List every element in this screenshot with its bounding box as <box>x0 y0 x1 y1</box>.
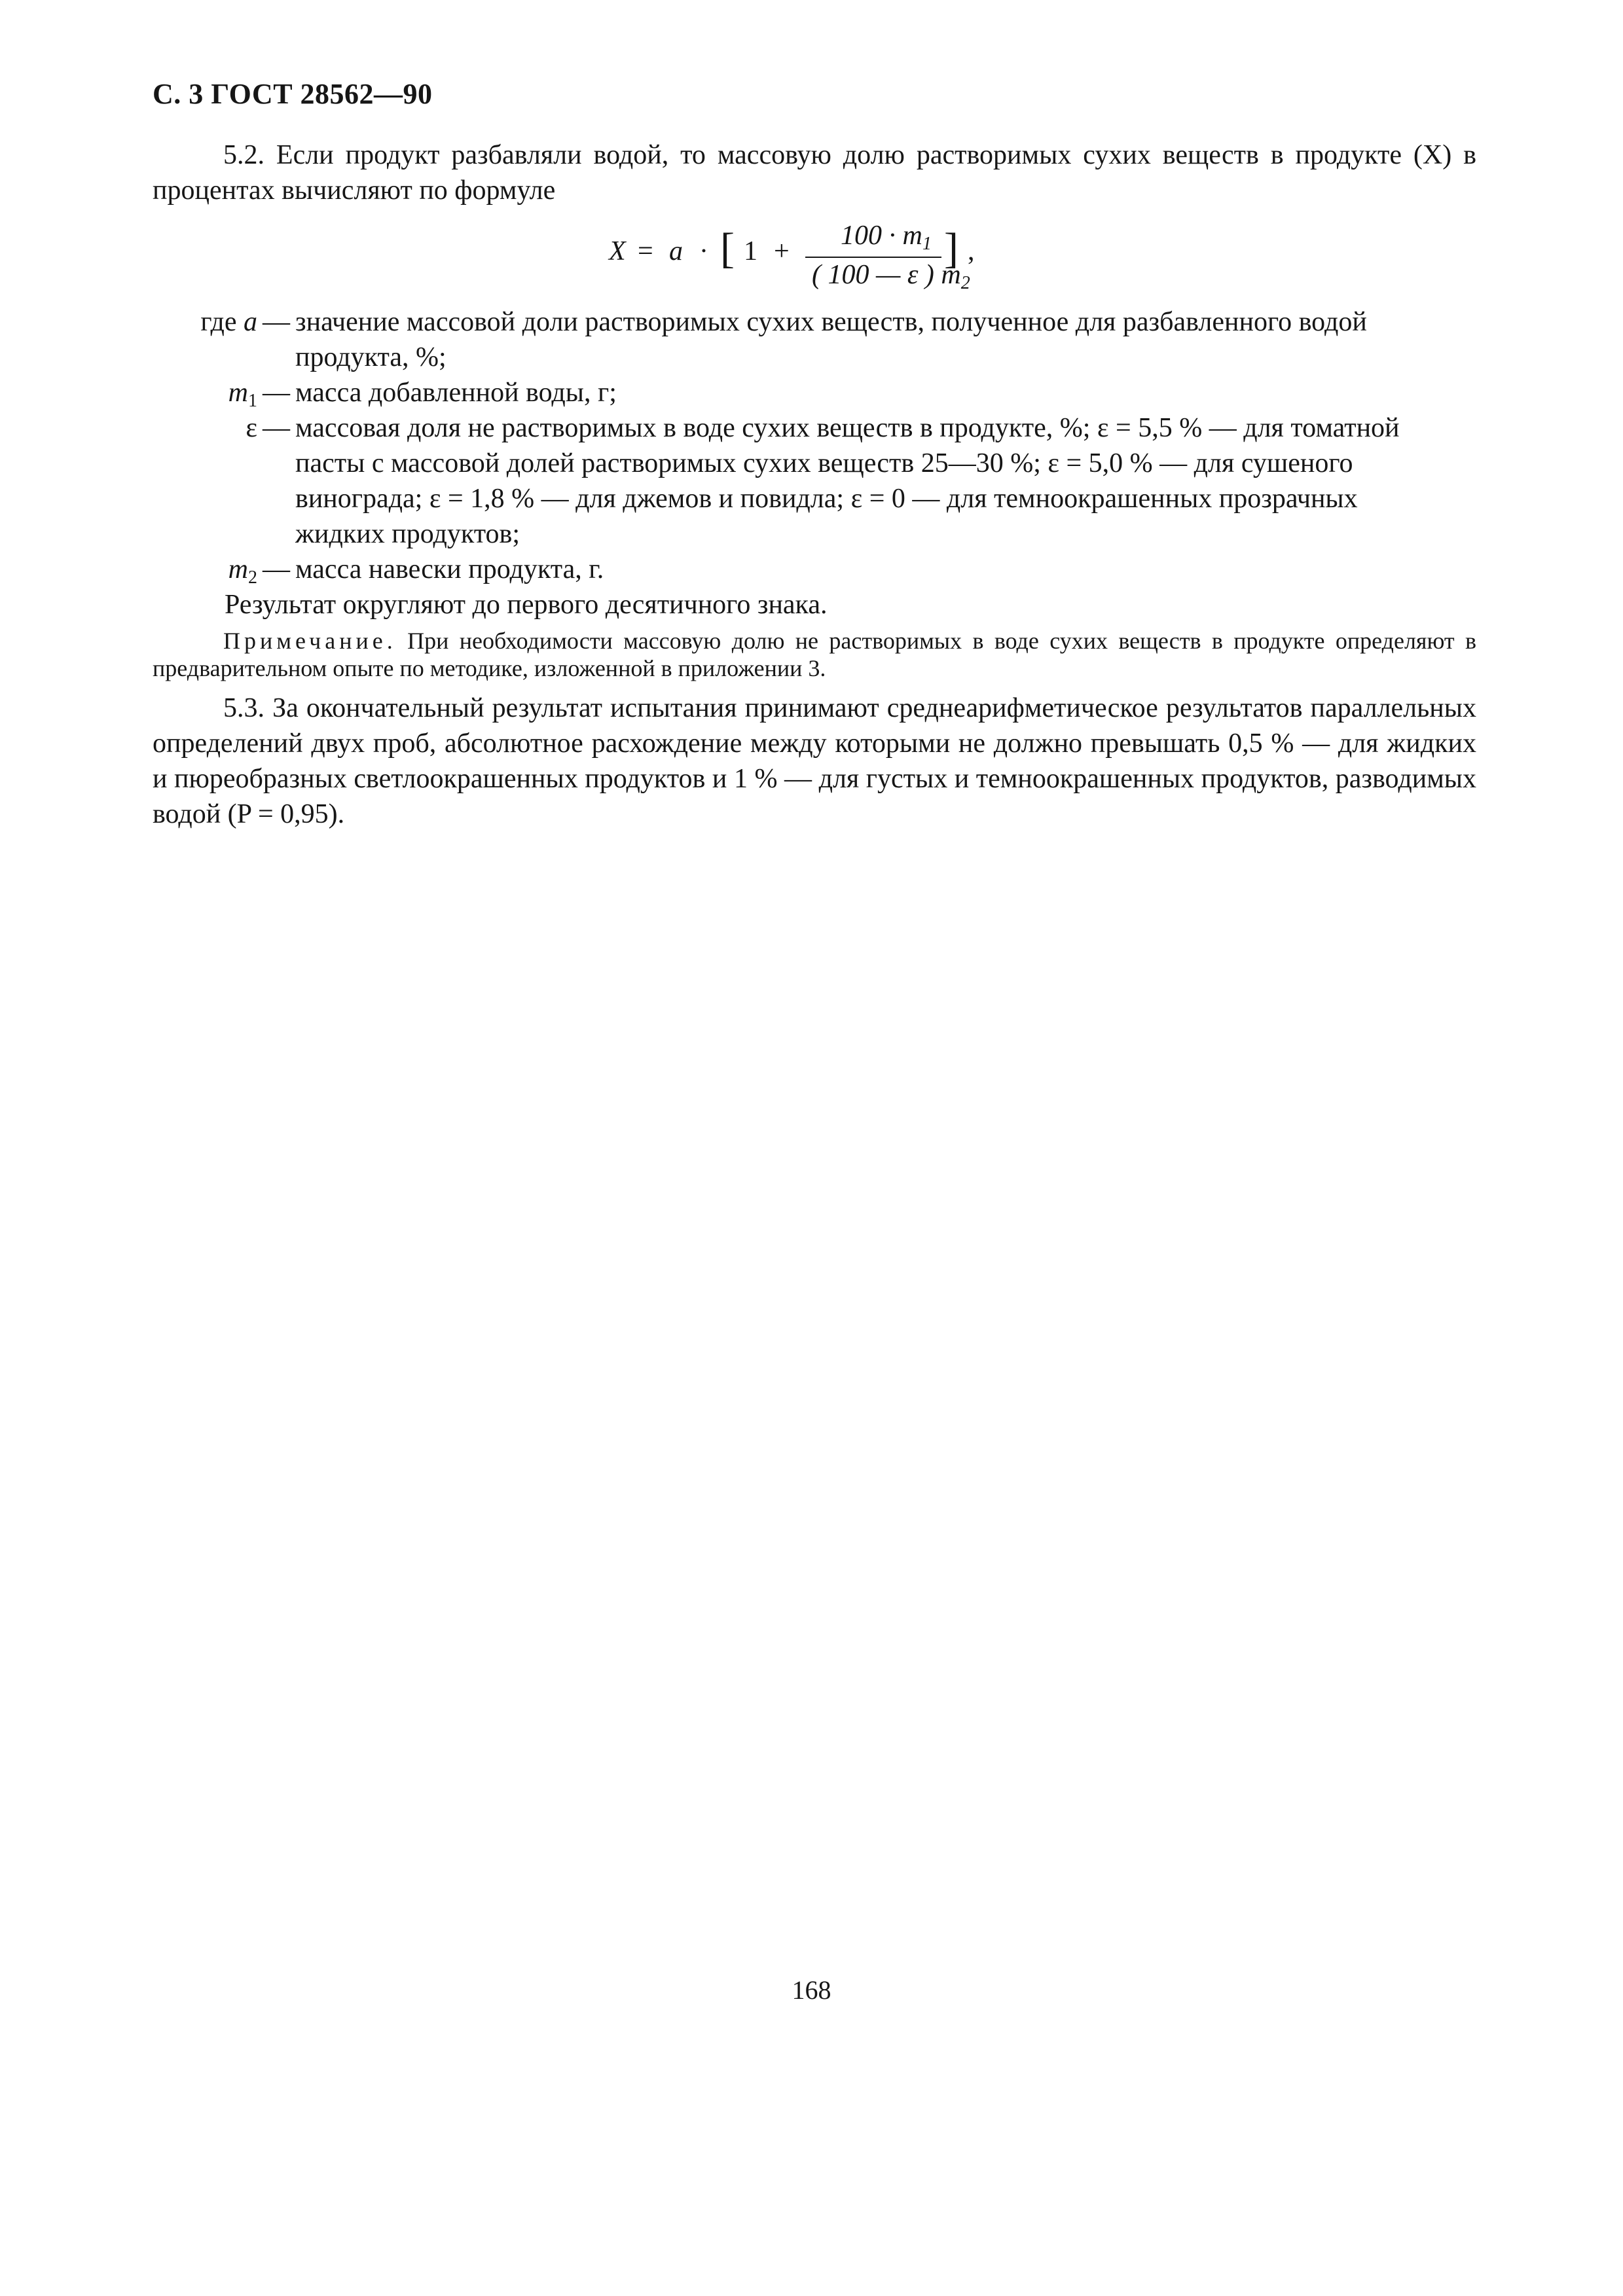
formula-plus: + <box>774 236 790 266</box>
note-text: При необходимости массовую долю не растворимых в воде сухих веществ в продукте определяют в предварительном опыте по методике, изложенной в приложении 3. <box>153 628 1477 681</box>
definition-epsilon-line-4: жидких продуктов; <box>295 519 520 549</box>
term-m1: m <box>228 378 248 408</box>
definition-dash: — <box>263 413 290 443</box>
definition-term-m2 <box>153 552 257 587</box>
formula-denominator-text: ( 100 — ε ) m <box>812 260 961 290</box>
definition-dash: — <box>263 307 290 337</box>
definition-epsilon-line-2: пасты с массовой долей растворимых сухих веществ 25—30 %; ε = 5,0 % — для сушеного <box>295 448 1353 478</box>
definition-a-line-2: продукта, %; <box>295 342 447 372</box>
definition-term-m1 <box>153 375 257 410</box>
rounding-statement: Результат округляют до первого десятичного знака. <box>225 590 828 620</box>
formula-right-bracket: ] <box>944 224 958 272</box>
term-m1-sub: 1 <box>248 391 257 411</box>
definition-epsilon-line-1: массовая доля не растворимых в воде сухих веществ в продукте, %; ε = 5,5 % — для томатной <box>295 413 1400 443</box>
definition-epsilon-line-3: винограда; ε = 1,8 % — для джемов и повидла; ε = 0 — для темноокрашенных прозрачных <box>295 484 1358 514</box>
term-m2-sub: 2 <box>248 567 257 588</box>
definition-term-a <box>153 304 257 375</box>
formula-denominator-sub: 2 <box>960 273 970 293</box>
note-label: Примечание. <box>223 628 397 654</box>
term-m2: m <box>228 554 248 584</box>
formula-dot: · <box>699 236 708 266</box>
definition-desc-m1: масса добавленной воды, г; <box>295 378 617 408</box>
definition-desc-m2: масса навески продукта, г. <box>295 554 604 584</box>
formula-equals: = <box>638 236 653 266</box>
definition-dash: — <box>263 554 290 584</box>
fraction-bar <box>805 257 941 258</box>
definition-intro: где <box>200 307 237 337</box>
formula-numerator <box>841 220 932 254</box>
formula-one: 1 <box>744 236 757 266</box>
formula-lhs: X <box>609 236 626 266</box>
definition-term-epsilon: ε <box>246 413 257 443</box>
definition-m1 <box>153 375 1476 410</box>
formula-comma: , <box>968 236 975 266</box>
paragraph-5-3: 5.3. За окончательный результат испытания принимают среднеарифметическое результатов параллельных определений двух проб, абсолютное расхождение между которыми не должно превышать 0,5 % — для жидких и пюреобразных светлоокрашенных продуктов и 1 % — для густых и темноокрашенных продуктов, разводимых водой (P = 0,95). <box>153 693 1476 829</box>
definition-dash: — <box>263 378 290 408</box>
formula <box>609 216 1067 301</box>
note <box>153 627 1476 682</box>
formula-a: a <box>669 236 683 266</box>
term-a: a <box>244 307 257 337</box>
definition-a-line-1: значение массовой доли растворимых сухих веществ, полученное для разбавленного водой <box>295 307 1367 337</box>
formula-numerator-text: 100 · m <box>841 221 922 251</box>
definitions-list <box>153 304 1476 622</box>
page-number: 168 <box>792 1975 831 2005</box>
page-header: С. 3 ГОСТ 28562—90 <box>153 78 433 110</box>
definition-a <box>153 304 1476 375</box>
definition-epsilon <box>153 410 1476 552</box>
definition-desc-a <box>295 304 1476 375</box>
formula-left-bracket: [ <box>720 224 735 272</box>
formula-numerator-sub: 1 <box>922 234 932 254</box>
definition-desc-epsilon <box>295 410 1476 552</box>
paragraph-5-2: 5.2. Если продукт разбавляли водой, то массовую долю растворимых сухих веществ в продукте (X) в процентах вычисляют по формуле <box>153 140 1476 206</box>
definition-m2 <box>153 552 1476 587</box>
